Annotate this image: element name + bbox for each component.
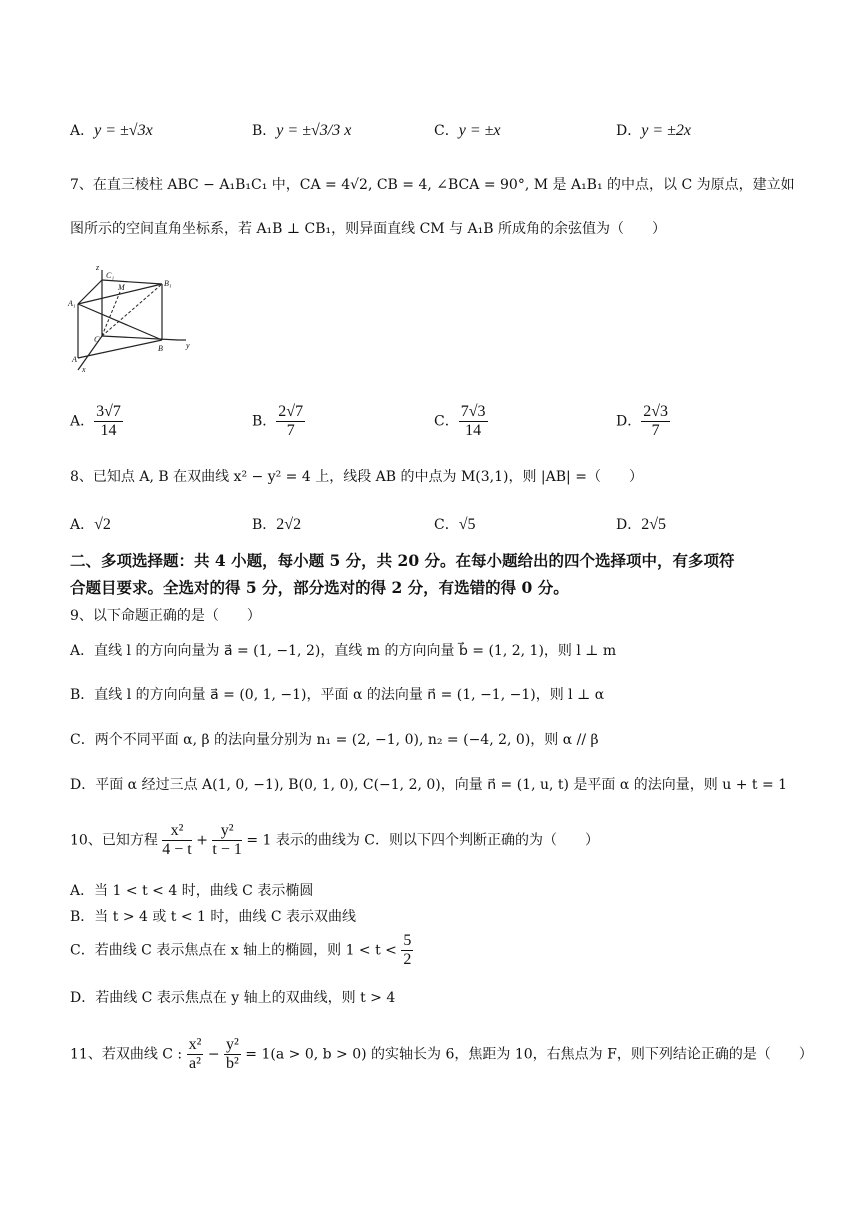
option-label: D． [616,123,642,139]
label-z: z [96,263,100,272]
section2-heading-line2: 合题目要求。全选对的得 5 分，部分选对的得 2 分，有选错的得 0 分。 [70,578,569,597]
q7-option-b [252,403,305,440]
q6-option-c [434,120,501,140]
denominator: 7 [651,422,660,439]
q7-option-d [616,403,670,440]
numerator: 3√7 [96,403,121,420]
label-c: C [94,335,100,344]
numerator: x² [188,1036,202,1053]
numerator: 2√7 [278,403,304,420]
denominator: 14 [465,422,482,439]
stem-prefix: 10、已知方程 [70,832,158,849]
operator: + [196,832,208,849]
option-label: C． [434,517,459,533]
option-label: B． [252,517,277,533]
label-x: x [82,365,86,374]
option-label: A． [70,413,95,430]
fraction [641,403,670,440]
q9-option-d: D．平面 α 经过三点 A(1, 0, −1), B(0, 1, 0), C(−1, 2, 0)，向量 n⃗ = (1, u, t) 是平面 α 的法向量，则 u + t = 1 [70,777,788,793]
q10-option-d: D．若曲线 C 表示焦点在 y 轴上的双曲线，则 t > 4 [70,990,396,1006]
denominator: 2 [403,951,412,968]
option-label: B． [252,123,277,139]
label-c1: C₁ [106,271,115,280]
denominator: b² [226,1055,239,1072]
option-text: √5 [458,516,476,533]
q7-stem-line1: 7、在直三棱柱 ABC − A₁B₁C₁ 中，CA = 4√2, CB = 4, ∠BCA = 90°, M 是 A₁B₁ 的中点，以 C 为原点，建立如 [70,177,795,193]
stem-suffix: = 1 表示的曲线为 C．则以下四个判断正确的为（ ） [246,832,600,849]
label-y: y [186,341,190,350]
denominator: 4 − t [162,841,192,858]
label-m: M [118,283,125,292]
denominator: t − 1 [212,841,242,858]
q6-option-a [70,120,153,140]
q8-option-d [616,514,666,534]
option-text: C．若曲线 C 表示焦点在 x 轴上的椭圆，则 1 < t < [70,942,397,959]
fraction-1 [187,1036,204,1073]
label-a1: A₁ [68,299,76,308]
q11-stem [70,1036,813,1073]
q8-stem: 8、已知点 A, B 在双曲线 x² − y² = 4 上，线段 AB 的中点为 M(3,1)，则 |AB| =（ ） [70,469,643,485]
option-label: D． [616,413,642,430]
numerator: y² [212,822,241,841]
option-text: √2 [94,516,111,533]
q6-option-b [252,120,351,140]
fraction [459,403,488,440]
option-label: A． [70,123,95,139]
q8-option-c [434,514,476,534]
option-text: y = ±√3/3 x [276,122,352,139]
section2-heading-line1: 二、多项选择题：共 4 小题，每小题 5 分，共 20 分。在每小题给出的四个选择项中，有多项符 [70,551,735,570]
option-label: C． [434,413,459,430]
q9-option-b: B．直线 l 的方向向量 a⃗ = (0, 1, −1)，平面 α 的法向量 n⃗ = (1, −1, −1)，则 l ⊥ α [70,687,605,703]
q9-option-a: A．直线 l 的方向向量为 a⃗ = (1, −1, 2)，直线 m 的方向向量 b⃗ = (1, 2, 1)，则 l ⊥ m [70,643,617,659]
denominator: a² [189,1055,201,1072]
prism-figure [66,262,196,382]
q8-option-b [252,514,301,534]
option-text: y = ±√3x [94,122,153,139]
q7-option-c [434,403,488,440]
stem-prefix: 11、若双曲线 C : [70,1046,183,1063]
fraction [401,932,413,969]
numerator: 7√3 [460,403,486,420]
option-text: 2√2 [276,516,302,533]
q10-option-c [70,932,413,969]
fraction-2 [224,1036,241,1073]
q9-option-c: C．两个不同平面 α, β 的法向量分别为 n₁ = (2, −1, 0), n₂ = (−4, 2, 0)，则 α // β [70,732,599,748]
q8-option-a [70,514,111,534]
denominator: 14 [100,422,117,439]
q9-stem: 9、以下命题正确的是（ ） [70,608,261,624]
stem-suffix: = 1(a > 0, b > 0) 的实轴长为 6，焦距为 10，右焦点为 F，则下列结论正确的是（ ） [245,1046,813,1063]
option-label: A． [70,517,95,533]
fraction [94,403,123,440]
q10-stem [70,822,599,859]
option-text: 2√5 [641,516,667,533]
fraction-1 [162,822,191,859]
option-label: D． [616,517,642,533]
q10-option-a: A．当 1 < t < 4 时，曲线 C 表示椭圆 [70,883,314,899]
numerator: 5 [403,932,412,949]
fraction [276,403,305,440]
q10-option-b: B．当 t > 4 或 t < 1 时，曲线 C 表示双曲线 [70,909,357,925]
q7-option-a [70,403,123,440]
label-b: B [158,344,163,353]
denominator: 7 [286,422,295,439]
fraction-2 [212,822,241,859]
operator: − [207,1046,220,1063]
q6-option-d [616,120,691,140]
q7-stem-line2: 图所示的空间直角坐标系，若 A₁B ⊥ CB₁，则异面直线 CM 与 A₁B 所成角的余弦值为（ ） [70,221,666,237]
option-text: y = ±x [458,122,501,139]
numerator: y² [226,1036,239,1053]
option-text: y = ±2x [641,122,692,139]
label-b1: B₁ [164,279,172,288]
option-label: B． [252,413,277,430]
option-label: C． [434,123,459,139]
numerator: 2√3 [643,403,669,420]
label-a: A [72,355,77,364]
numerator: x² [162,822,191,841]
